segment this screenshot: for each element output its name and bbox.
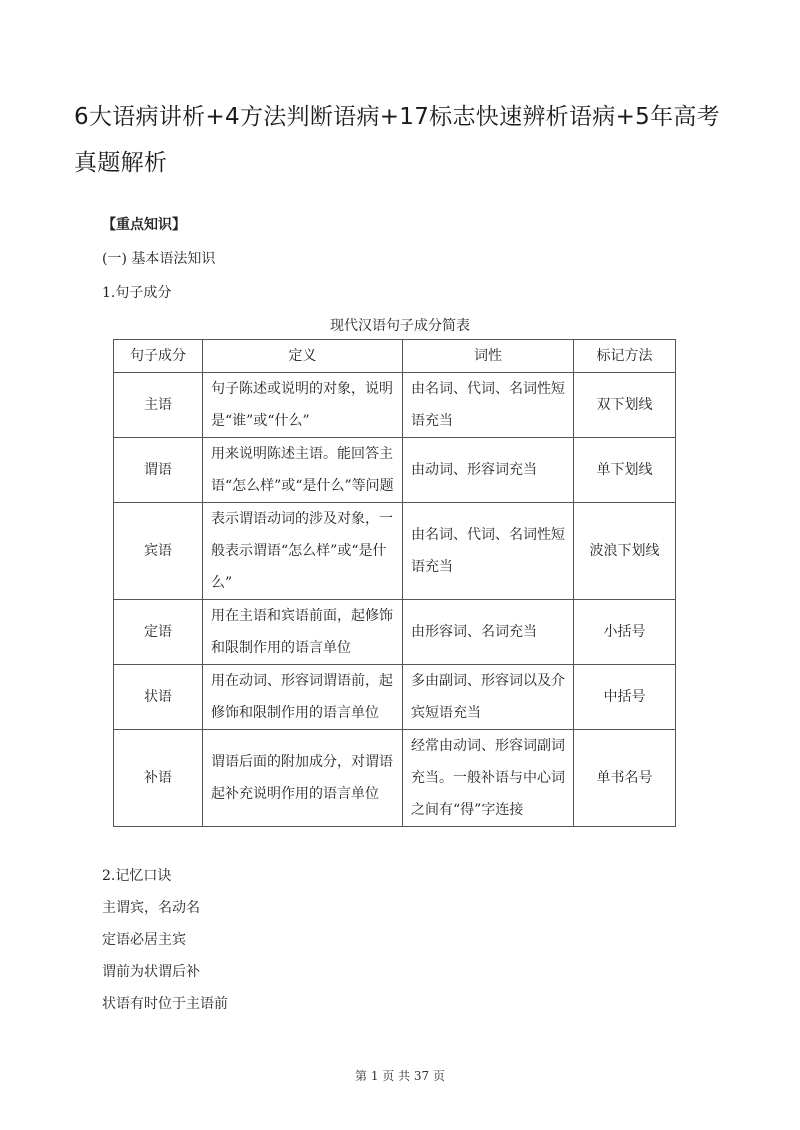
sentence-components-table xyxy=(113,339,676,827)
table-row xyxy=(114,373,676,438)
cell-definition: 表示谓语动词的涉及对象，一般表示谓语“怎么样”或“是什么” xyxy=(203,503,403,600)
cell-part-of-speech: 由动词、形容词充当 xyxy=(403,438,574,503)
subsection-heading: (一) 基本语法知识 xyxy=(102,251,216,267)
cell-marking: 波浪下划线 xyxy=(574,503,676,600)
table-row xyxy=(114,665,676,730)
cell-definition: 用来说明陈述主语。能回答主语“怎么样”或“是什么”等问题 xyxy=(203,438,403,503)
cell-marking: 单下划线 xyxy=(574,438,676,503)
column-header-component: 句子成分 xyxy=(114,340,203,373)
cell-part-of-speech: 由名词、代词、名词性短语充当 xyxy=(403,373,574,438)
table-row xyxy=(114,600,676,665)
cell-marking: 小括号 xyxy=(574,600,676,665)
column-header-part-of-speech: 词性 xyxy=(403,340,574,373)
table-header-row xyxy=(114,340,676,373)
item-heading-sentence-components: 1.句子成分 xyxy=(102,285,172,301)
document-title: 6大语病讲析+4方法判断语病+17标志快速辨析语病+5年高考真题解析 xyxy=(74,104,720,176)
cell-definition: 句子陈述或说明的对象，说明是“谁”或“什么” xyxy=(203,373,403,438)
column-header-definition: 定义 xyxy=(203,340,403,373)
table-caption: 现代汉语句子成分简表 xyxy=(330,318,470,334)
cell-definition: 用在动词、形容词谓语前，起修饰和限制作用的语言单位 xyxy=(203,665,403,730)
mnemonic-line: 主谓宾，名动名 xyxy=(102,900,200,916)
cell-marking: 单书名号 xyxy=(574,730,676,827)
cell-definition: 用在主语和宾语前面，起修饰和限制作用的语言单位 xyxy=(203,600,403,665)
cell-part-of-speech: 由形容词、名词充当 xyxy=(403,600,574,665)
cell-component: 主语 xyxy=(114,373,203,438)
cell-component: 状语 xyxy=(114,665,203,730)
cell-definition: 谓语后面的附加成分，对谓语起补充说明作用的语言单位 xyxy=(203,730,403,827)
table-row xyxy=(114,438,676,503)
cell-component: 谓语 xyxy=(114,438,203,503)
page-footer: 第 1 页 共 37 页 xyxy=(355,1069,445,1083)
section-heading: 【重点知识】 xyxy=(102,217,186,233)
mnemonic-line: 定语必居主宾 xyxy=(102,932,186,948)
mnemonic-line: 谓前为状谓后补 xyxy=(102,964,200,980)
cell-component: 宾语 xyxy=(114,503,203,600)
cell-marking: 中括号 xyxy=(574,665,676,730)
cell-marking: 双下划线 xyxy=(574,373,676,438)
cell-part-of-speech: 经常由动词、形容词副词充当。一般补语与中心词之间有“得”字连接 xyxy=(403,730,574,827)
table-row xyxy=(114,730,676,827)
cell-component: 定语 xyxy=(114,600,203,665)
item-heading-mnemonic: 2.记忆口诀 xyxy=(102,868,172,884)
table-row xyxy=(114,503,676,600)
column-header-marking: 标记方法 xyxy=(574,340,676,373)
cell-part-of-speech: 由名词、代词、名词性短语充当 xyxy=(403,503,574,600)
cell-part-of-speech: 多由副词、形容词以及介宾短语充当 xyxy=(403,665,574,730)
mnemonic-line: 状语有时位于主语前 xyxy=(102,996,228,1012)
cell-component: 补语 xyxy=(114,730,203,827)
